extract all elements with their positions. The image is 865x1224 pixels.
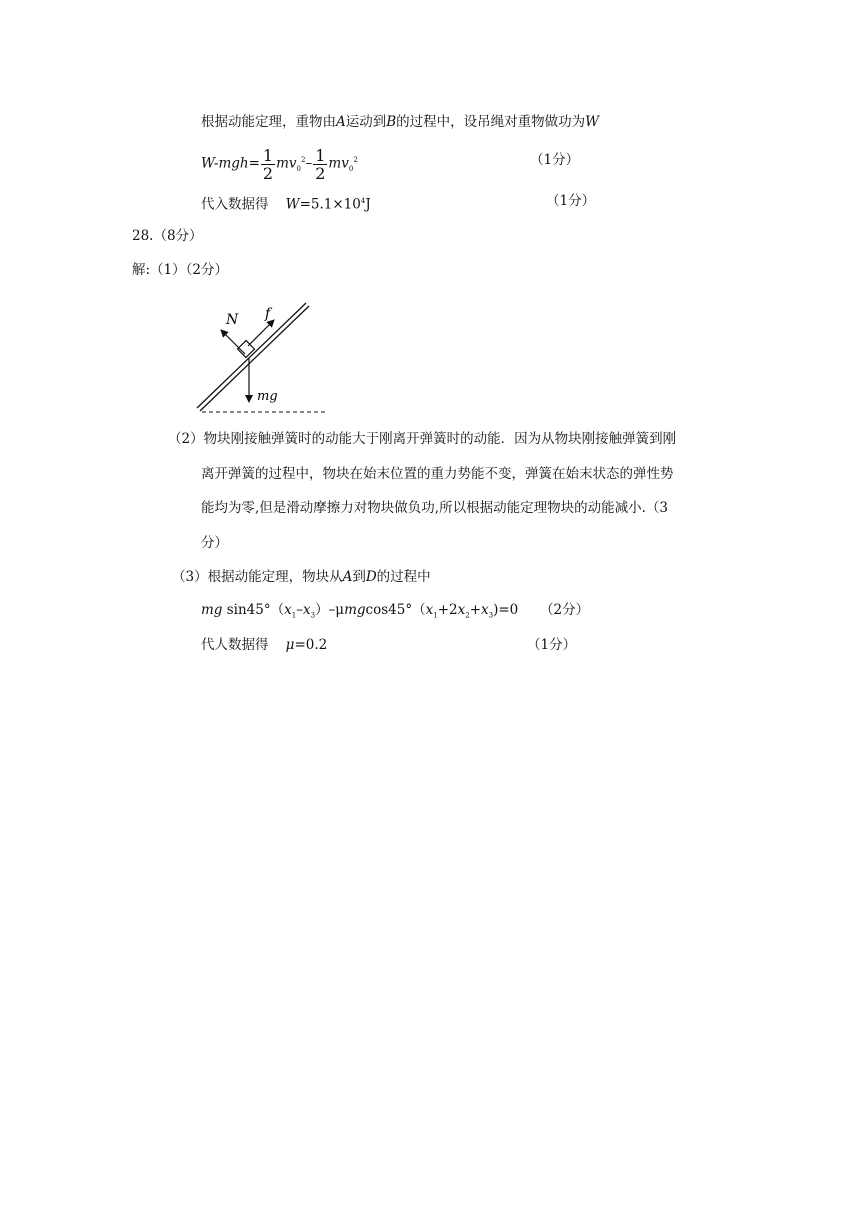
incline-line [197,303,306,408]
part2-line: 离开弹簧的过程中，物块在始末位置的重力势能不变，弹簧在始末状态的弹性势 [201,466,674,482]
free-body-diagram [188,296,338,421]
part2-line: 分） [201,535,228,551]
part3-equation: mg $\sin 45^\circ(x_1-x_3)-\mu mgcos45^\circ(x_1+2x_2+x_3)=0$ [201,602,519,620]
label-N: N [226,312,239,328]
score-mark: （2分） [540,602,590,618]
label-f: f [265,306,271,322]
question-header: 28.（8分） [132,228,203,244]
part2-line: 能均为零,但是滑动摩擦力对物块做负功,所以根据动能定理物块的动能减小.（3 [201,500,668,516]
score-mark: （1分） [530,152,580,168]
normal-force-arrow [221,330,245,354]
work-equation: W-mgh= $\frac{1}{2}$ $mv_0^2-$ $\frac{1}{2}$ $mv_0^2$ [201,145,358,183]
part1-label: 解:（1）（2分） [132,262,228,278]
part2-line: （2）物块刚接触弹簧时的动能大于刚离开弹簧时的动能．因为从物块刚接触弹簧到刚 [168,431,677,447]
label-mg: mg [257,389,278,404]
energy-theorem-line: 根据动能定理，重物由A运动到B的过程中，设吊绳对重物做功为W [201,114,600,130]
friction-force-arrow [248,320,274,346]
result-line: 代人数据得 μ=0.2 [201,637,328,653]
part3-intro: （3）根据动能定理，物块从A到D的过程中 [172,569,431,585]
score-mark: （1分） [527,637,577,653]
substitution-line: 代入数据得 $W=5.1\times 10^4J$ [201,196,371,213]
incline-line [200,306,309,411]
score-mark: （1分） [546,193,596,209]
fraction-half: $\frac{1}{2}$ [315,145,326,183]
fraction-half: $\frac{1}{2}$ [262,145,274,183]
